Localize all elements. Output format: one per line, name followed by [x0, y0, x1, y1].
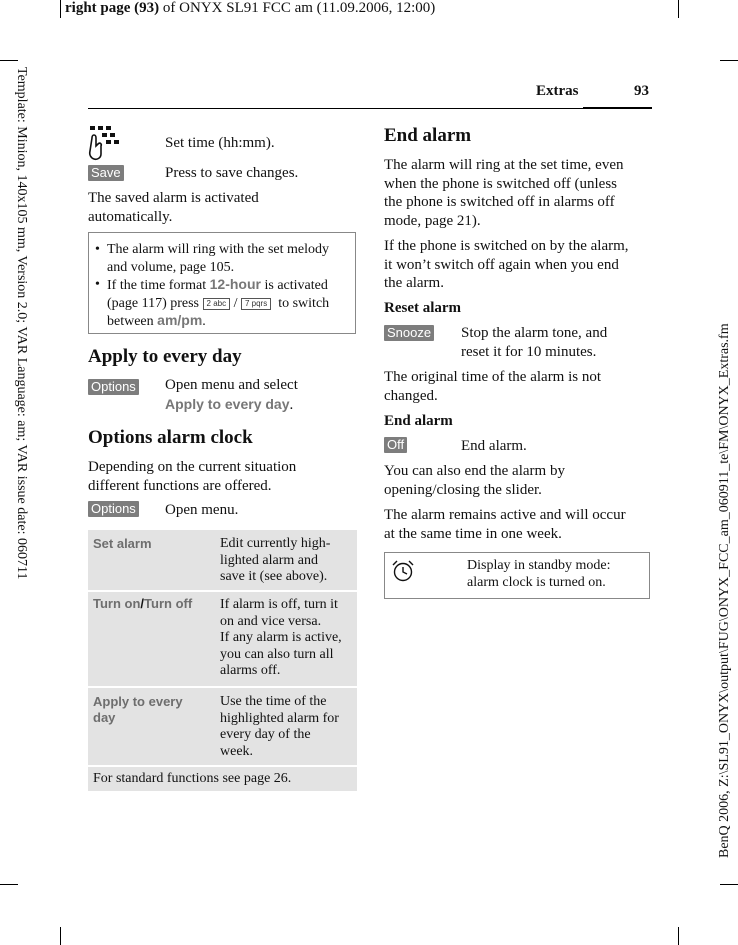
print-header [65, 0, 435, 17]
para-line: The alarm remains active and will occur [384, 507, 626, 523]
para-line: The original time of the alarm is not [384, 369, 602, 385]
bullet-item [95, 241, 353, 276]
table-desc [220, 597, 342, 680]
bullet-line [107, 312, 353, 331]
apply-text-post: . [289, 396, 294, 413]
header-rule [88, 108, 583, 109]
set-time-text: Set time (hh:mm). [165, 135, 275, 151]
header-rule-thick [583, 107, 652, 109]
para-line: alarm clock is turned on. [467, 575, 606, 590]
term-apply-every-day: Apply to every day [165, 395, 290, 412]
saved-note [88, 189, 259, 226]
switch-on-para [384, 237, 629, 293]
options-heading: Options alarm clock [88, 427, 253, 448]
off-key[interactable]: Off [384, 437, 407, 453]
print-header-rest: of ONYX SL91 FCC am (11.09.2006, 12:00) [159, 0, 436, 16]
bullet-text: (page 117) press [107, 295, 203, 311]
table-desc-line: highlighted alarm for [220, 710, 339, 726]
end-alarm-heading: End alarm [384, 125, 472, 146]
para-line: when the phone is switched off (unless [384, 175, 618, 192]
reset-alarm-heading: Reset alarm [384, 300, 462, 316]
options-desc-line: different functions are offered. [88, 477, 272, 494]
bullet-item [95, 276, 353, 331]
saved-note-line: automatically. [88, 208, 173, 225]
table-term-line: day [93, 710, 116, 725]
save-key[interactable]: Save [88, 165, 124, 181]
bullet-text: If the time format [107, 278, 210, 293]
table-term-line: Apply to every [93, 694, 183, 709]
para-line: at the same time in one week. [384, 525, 562, 542]
crop-mark [0, 884, 18, 885]
para-line: the phone is switched off in alarms off [384, 194, 615, 210]
off-text: End alarm. [461, 438, 527, 454]
table-desc-line: If alarm is off, turn it [220, 597, 338, 612]
table-term [93, 694, 183, 726]
crop-mark [60, 0, 61, 18]
para-line: it won’t switch off again when you end [384, 256, 619, 273]
term-turn-off: Turn off [144, 596, 193, 611]
end-alarm-para [384, 156, 624, 230]
file-path-info: BenQ 2006, Z:\SL91_ONYX\output\FUG\ONYX_FCC_am_060911_te\FM\ONYX_Extras.fm [717, 323, 732, 858]
print-header-page: right page (93) [65, 0, 160, 16]
snooze-text [461, 324, 607, 361]
para-line: If the phone is switched on by the alarm, [384, 238, 629, 254]
options-key[interactable]: Options [88, 501, 139, 517]
bullet-line: and volume, page 105. [107, 259, 235, 275]
key-7-pqrs: 7 pqrs [241, 298, 271, 310]
bullet-dot: • [95, 277, 100, 292]
table-desc-line: save it (see above). [220, 569, 328, 584]
para-line: Stop the alarm tone, and [461, 325, 608, 341]
standby-text [467, 557, 611, 591]
table-desc-line: lighted alarm and [220, 552, 318, 568]
apply-text-line [165, 395, 298, 415]
table-desc-line: on and vice versa. [220, 613, 322, 629]
options-desc-line: Depending on the current situation [88, 459, 297, 475]
keypad-hand-icon [88, 124, 122, 162]
crop-mark [678, 927, 679, 945]
bullet-text: to switch [271, 295, 330, 311]
table-footer: For standard functions see page 26. [93, 771, 292, 786]
section-title: Extras [536, 83, 579, 99]
apply-text [165, 376, 298, 414]
original-time-para [384, 368, 601, 405]
table-term [93, 596, 192, 612]
crop-mark [678, 0, 679, 18]
table-term: Set alarm [93, 536, 152, 551]
term-separator: / [140, 596, 145, 611]
para-line: You can also end the alarm by [384, 463, 565, 479]
para-line: The alarm will ring at the set time, even [384, 157, 624, 173]
save-text: Press to save changes. [165, 165, 299, 181]
para-line: the alarm. [384, 275, 444, 291]
term-12-hour: 12-hour [209, 276, 261, 292]
alarm-clock-icon [390, 558, 416, 584]
bullet-text: is activated [260, 278, 328, 293]
key-separator: / [230, 295, 241, 311]
apply-text-line: Open menu and select [165, 377, 298, 393]
bullet-text: between [107, 314, 158, 329]
table-desc-line: alarms off. [220, 663, 281, 678]
saved-note-line: The saved alarm is activated [88, 190, 259, 206]
table-desc-line: you can also turn all [220, 646, 334, 662]
crop-mark [720, 884, 738, 885]
apply-heading: Apply to every day [88, 346, 242, 367]
options-desc [88, 458, 296, 495]
snooze-key[interactable]: Snooze [384, 325, 434, 341]
table-desc-line: every day of the [220, 727, 311, 742]
table-desc-line: If any alarm is active, [220, 630, 342, 645]
table-desc-line: Use the time of the [220, 694, 327, 709]
options-key[interactable]: Options [88, 379, 139, 395]
bullet-line [107, 276, 353, 295]
crop-mark [720, 60, 738, 61]
table-desc-line: week. [220, 743, 254, 759]
table-desc [220, 536, 330, 586]
bullet-dot: • [95, 242, 100, 257]
bullet-text: . [202, 314, 206, 329]
table-desc [220, 694, 339, 760]
table-desc-line: Edit currently high- [220, 536, 331, 551]
para-line: mode, page 21). [384, 212, 481, 229]
options-text: Open menu. [165, 502, 239, 518]
para-line: Display in standby mode: [467, 558, 611, 573]
crop-mark [60, 927, 61, 945]
para-line: opening/closing the slider. [384, 481, 542, 498]
key-2-abc: 2 abc [203, 298, 231, 310]
end-alarm-subheading: End alarm [384, 413, 453, 429]
crop-mark [0, 60, 18, 61]
para-line: changed. [384, 387, 438, 404]
page-number: 93 [634, 83, 649, 99]
info-bullets [95, 241, 353, 331]
term-am-pm: am/pm [157, 312, 203, 328]
template-info: Template: Minion, 140x105 mm, Version 2.0; VAR Language: am; VAR issue date: 060711 [14, 67, 29, 580]
slider-para [384, 462, 565, 499]
remains-active-para [384, 506, 626, 543]
bullet-line [107, 295, 353, 313]
bullet-line: The alarm will ring with the set melody [107, 242, 330, 257]
term-turn-on: Turn on [93, 596, 141, 611]
para-line: reset it for 10 minutes. [461, 343, 597, 360]
